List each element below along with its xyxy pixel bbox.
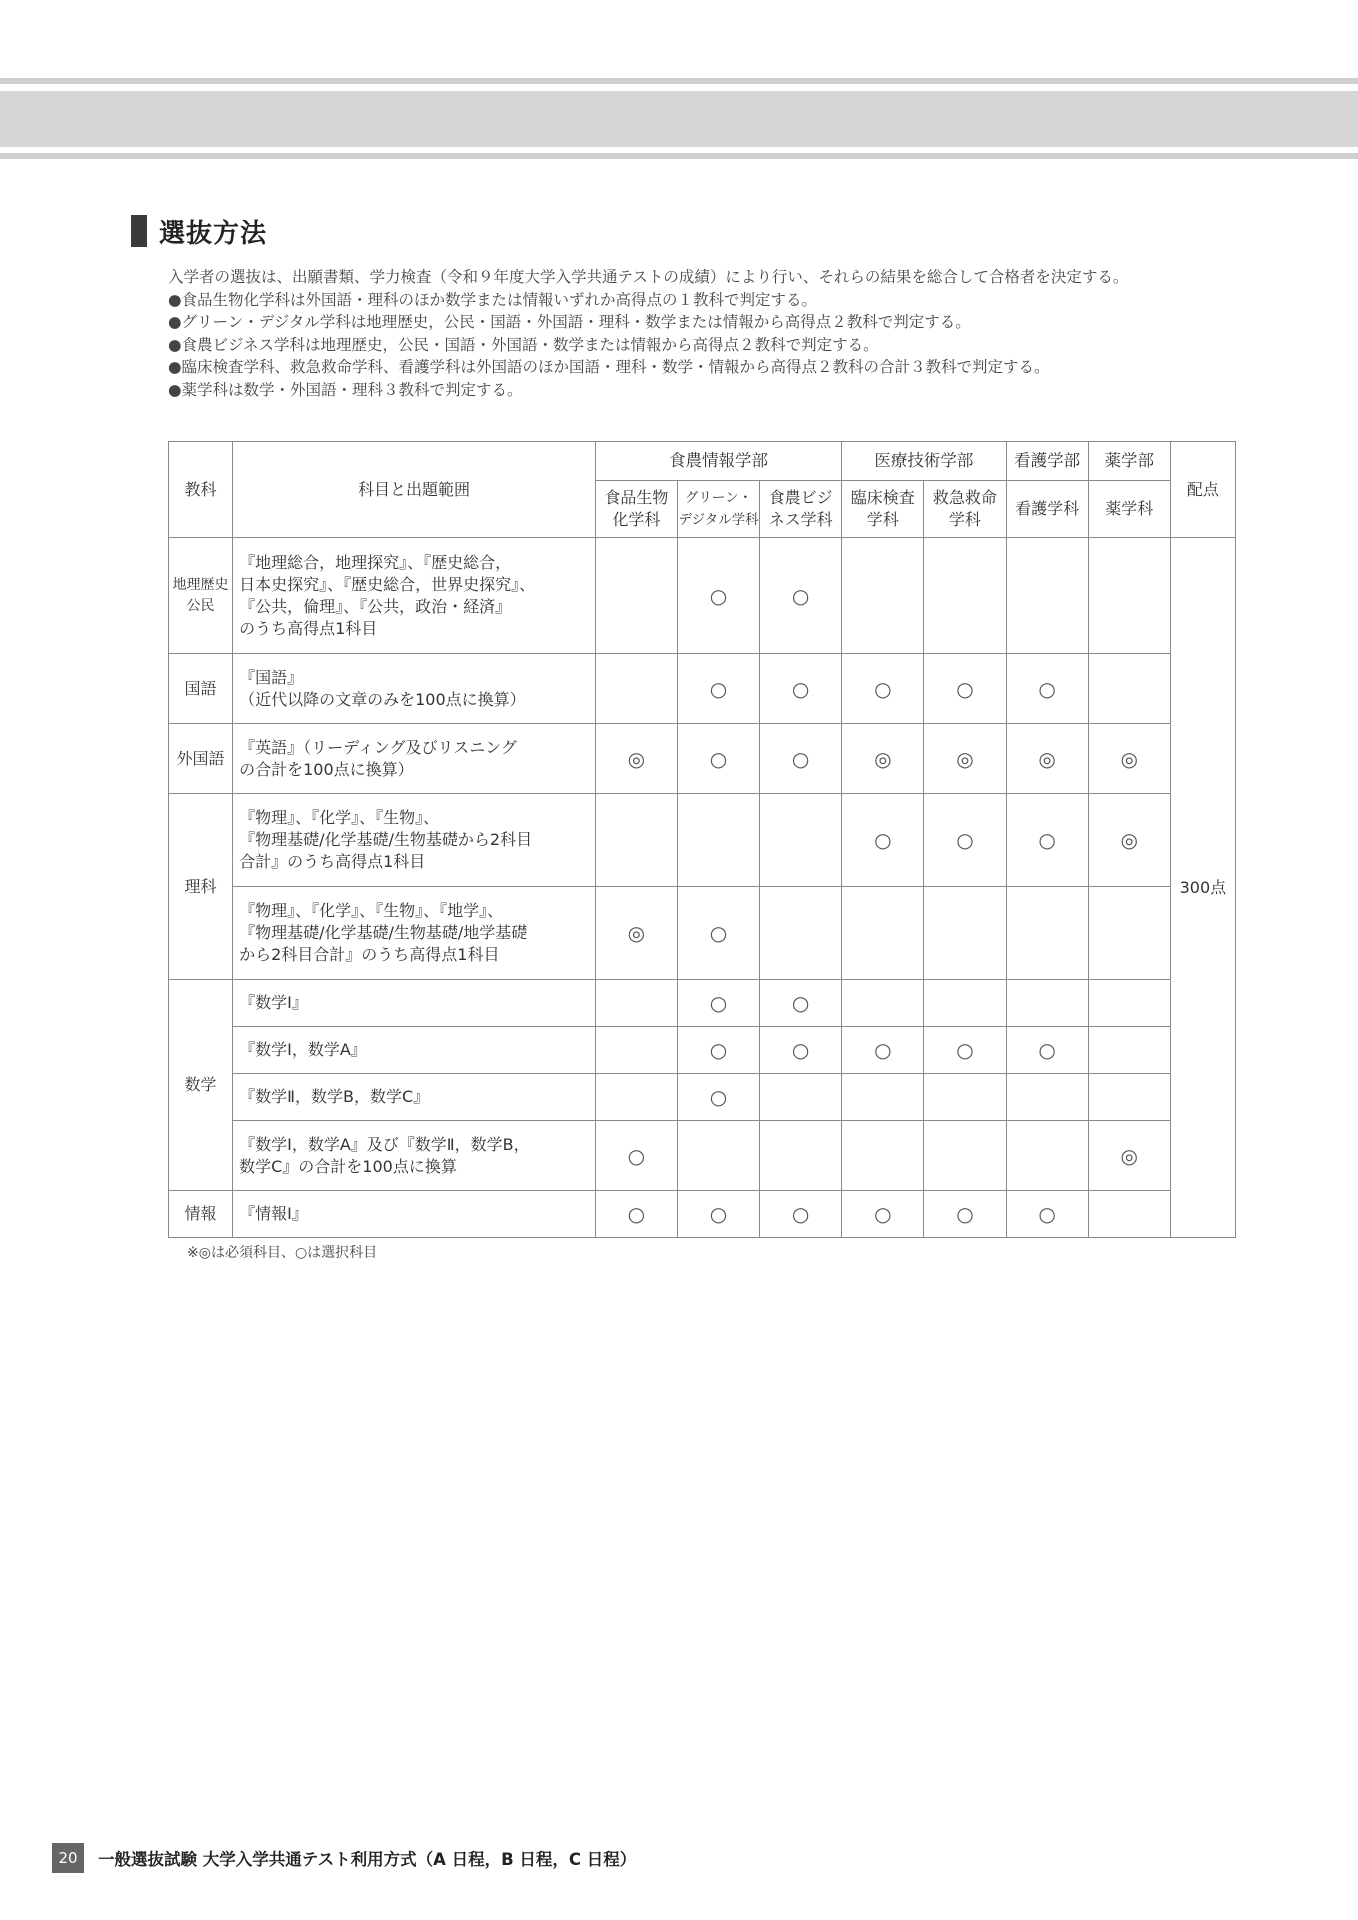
text-line: 『英語』（リーディング及びリスニング [239, 737, 517, 757]
text-line: 『数学Ⅱ，数学B，数学C』 [239, 1087, 430, 1106]
text-line: から2科目合計』のうち高得点1科目 [239, 945, 500, 964]
mark-cell: ○ [677, 887, 759, 980]
header-department [595, 481, 677, 538]
header-faculty: 食農情報学部 [595, 442, 841, 481]
mark-cell: ○ [842, 654, 924, 724]
mark-cell [1006, 980, 1088, 1027]
scope-cell [233, 1121, 596, 1191]
text-line: 『物理』、『化学』、『生物』、 [239, 808, 440, 827]
text-line: 学科 [948, 510, 981, 529]
text-line: 『数学Ⅰ，数学A』及び『数学Ⅱ，数学B， [239, 1134, 530, 1154]
mark-cell: ○ [924, 1191, 1006, 1238]
criteria-list [168, 289, 1240, 402]
mark-cell [1088, 1074, 1170, 1121]
intro-paragraph: 入学者の選抜は、出願書類、学力検査（令和９年度大学入学共通テストの成績）により行い、それらの結果を総合して合格者を決定する。 [168, 268, 1129, 286]
subject-cell: 外国語 [169, 724, 233, 794]
mark-cell: ◎ [842, 724, 924, 794]
scope-cell [233, 654, 596, 724]
table-row [169, 1191, 1236, 1238]
text-line: グリーン・ [684, 490, 753, 506]
header-department [760, 481, 842, 538]
text-line: 地理歴史 [172, 576, 229, 593]
scope-cell [233, 1074, 596, 1121]
subject-cell: 国語 [169, 654, 233, 724]
criteria-item: ●薬学科は数学・外国語・理科３教科で判定する。 [168, 380, 523, 399]
mark-cell: ○ [677, 1074, 759, 1121]
mark-cell: ◎ [924, 724, 1006, 794]
mark-cell [1088, 980, 1170, 1027]
text-line: 『物理基礎/化学基礎/生物基礎/地学基礎 [239, 923, 528, 942]
section-title: 選抜方法 [159, 218, 268, 249]
mark-cell [595, 980, 677, 1027]
header-faculty: 薬学部 [1088, 442, 1170, 481]
mark-cell [924, 980, 1006, 1027]
mark-cell: ○ [595, 1191, 677, 1238]
mark-cell [760, 1074, 842, 1121]
mark-cell: ○ [760, 538, 842, 654]
mark-cell [760, 887, 842, 980]
mark-cell: ○ [595, 1121, 677, 1191]
page-number: 20 [52, 1843, 84, 1873]
text-line: 『数学Ⅰ，数学A』 [239, 1040, 367, 1059]
text-line: 食品生物 [604, 488, 669, 507]
scope-cell [233, 980, 596, 1027]
selection-table [168, 441, 1236, 1238]
text-line: 公民 [186, 597, 215, 614]
table-row [169, 887, 1236, 980]
mark-cell: ○ [760, 724, 842, 794]
mark-cell: ◎ [595, 887, 677, 980]
mark-cell: ○ [677, 538, 759, 654]
page-footer [52, 1843, 636, 1873]
table-row [169, 654, 1236, 724]
table-row [169, 1027, 1236, 1074]
text-line: 『情報Ⅰ』 [239, 1204, 308, 1223]
text-line: 学科 [866, 510, 899, 529]
mark-cell: ○ [842, 1027, 924, 1074]
scope-cell [233, 1027, 596, 1074]
mark-cell [677, 1121, 759, 1191]
header-scope: 科目と出題範囲 [233, 442, 596, 538]
text-line: 『物理基礎/化学基礎/生物基礎から2科目 [239, 830, 533, 849]
mark-cell: ○ [760, 654, 842, 724]
mark-cell: ◎ [1088, 794, 1170, 887]
mark-cell [595, 654, 677, 724]
mark-cell [842, 1121, 924, 1191]
header-points: 配点 [1170, 442, 1235, 538]
mark-cell [677, 794, 759, 887]
mark-cell: ◎ [1006, 724, 1088, 794]
subject-cell [169, 538, 233, 654]
criteria-item: ●食農ビジネス学科は地理歴史，公民・国語・外国語・数学または情報から高得点２教科で判定する。 [168, 335, 879, 354]
mark-cell [1088, 654, 1170, 724]
legend-note: ※◎は必須科目、○は選択科目 [187, 1245, 378, 1261]
mark-cell: ○ [842, 1191, 924, 1238]
mark-cell [760, 1121, 842, 1191]
text-line: デジタル学科 [678, 512, 759, 528]
header-faculty: 看護学部 [1006, 442, 1088, 481]
mark-cell: ○ [760, 1191, 842, 1238]
mark-cell [842, 980, 924, 1027]
header-band [0, 91, 1358, 147]
text-line: 『公共，倫理』、『公共，政治・経済』 [239, 596, 512, 616]
scope-cell [233, 724, 596, 794]
header-department [1006, 481, 1088, 538]
table-row [169, 794, 1236, 887]
points-cell: 300点 [1170, 538, 1235, 1238]
intro-text-block [168, 266, 1240, 401]
mark-cell: ○ [677, 1027, 759, 1074]
mark-cell [1088, 1191, 1170, 1238]
scope-cell [233, 887, 596, 980]
text-line: の合計を100点に換算） [239, 759, 414, 779]
mark-cell: ○ [1006, 654, 1088, 724]
text-line: 薬学科 [1105, 499, 1154, 518]
mark-cell [760, 794, 842, 887]
text-line: 臨床検査 [850, 488, 915, 507]
text-line: 数学C』の合計を100点に換算 [239, 1156, 457, 1176]
mark-cell [924, 1121, 1006, 1191]
mark-cell [1088, 1027, 1170, 1074]
table-row [169, 980, 1236, 1027]
mark-cell [1006, 1121, 1088, 1191]
mark-cell: ○ [677, 724, 759, 794]
criteria-item: ●臨床検査学科、救急救命学科、看護学科は外国語のほか国語・理科・数学・情報から高得点２教科の合計３教科で判定する。 [168, 358, 1050, 376]
mark-cell [595, 1027, 677, 1074]
text-line: 『数学Ⅰ』 [239, 993, 308, 1012]
mark-cell: ◎ [595, 724, 677, 794]
text-line: 救急救命 [932, 488, 997, 507]
text-line: 日本史探究』、『歴史総合，世界史探究』、 [239, 574, 536, 594]
criteria-item: ●グリーン・デジタル学科は地理歴史，公民・国語・外国語・理科・数学または情報から高得点２教科で判定する。 [168, 313, 971, 331]
mark-cell: ○ [677, 980, 759, 1027]
footer-title: 一般選抜試験 大学入学共通テスト利用方式（A 日程，B 日程，C 日程） [98, 1850, 637, 1869]
header-department [1088, 481, 1170, 538]
mark-cell: ○ [677, 1191, 759, 1238]
header-subject: 教科 [169, 442, 233, 538]
scope-cell [233, 538, 596, 654]
subject-cell: 情報 [169, 1191, 233, 1238]
mark-cell [924, 887, 1006, 980]
text-line: 化学科 [612, 510, 661, 529]
text-line: 合計』のうち高得点1科目 [239, 852, 426, 871]
text-line: 『地理総合，地理探究』、『歴史総合， [239, 552, 512, 572]
header-band-thin-bottom [0, 153, 1358, 159]
mark-cell: ○ [1006, 1027, 1088, 1074]
table-row [169, 1121, 1236, 1191]
text-line: 『物理』、『化学』、『生物』、『地学』、 [239, 901, 504, 920]
section-heading [131, 214, 267, 248]
mark-cell: ○ [842, 794, 924, 887]
mark-cell [842, 538, 924, 654]
mark-cell [842, 1074, 924, 1121]
mark-cell [1006, 1074, 1088, 1121]
mark-cell [595, 538, 677, 654]
scope-cell [233, 1191, 596, 1238]
criteria-item: ●食品生物化学科は外国語・理科のほか数学または情報いずれか高得点の１教科で判定する。 [168, 290, 818, 309]
text-line: のうち高得点1科目 [239, 618, 378, 638]
text-line: 食農ビジ [768, 488, 833, 507]
mark-cell: ○ [760, 1027, 842, 1074]
mark-cell [1088, 538, 1170, 654]
mark-cell [1006, 887, 1088, 980]
mark-cell [842, 887, 924, 980]
subject-cell: 数学 [169, 980, 233, 1191]
mark-cell: ◎ [1088, 1121, 1170, 1191]
mark-cell: ○ [1006, 794, 1088, 887]
table-row [169, 1074, 1236, 1121]
mark-cell: ○ [924, 794, 1006, 887]
mark-cell [924, 538, 1006, 654]
mark-cell: ○ [924, 1027, 1006, 1074]
mark-cell [595, 1074, 677, 1121]
mark-cell: ○ [677, 654, 759, 724]
mark-cell [595, 794, 677, 887]
header-department [924, 481, 1006, 538]
scope-cell [233, 794, 596, 887]
text-line: （近代以降の文章のみを100点に換算） [239, 689, 526, 709]
mark-cell: ○ [760, 980, 842, 1027]
subject-cell: 理科 [169, 794, 233, 980]
header-faculty: 医療技術学部 [842, 442, 1006, 481]
text-line: 『国語』 [239, 667, 304, 687]
header-band-thin-top [0, 78, 1358, 84]
table-row [169, 538, 1236, 654]
table-row [169, 724, 1236, 794]
header-department [842, 481, 924, 538]
mark-cell: ○ [924, 654, 1006, 724]
mark-cell: ◎ [1088, 724, 1170, 794]
mark-cell: ○ [1006, 1191, 1088, 1238]
mark-cell [1088, 887, 1170, 980]
mark-cell [1006, 538, 1088, 654]
header-department [677, 481, 759, 538]
text-line: ネス学科 [768, 510, 833, 529]
section-marker [131, 215, 147, 247]
text-line: 看護学科 [1015, 499, 1080, 518]
mark-cell [924, 1074, 1006, 1121]
